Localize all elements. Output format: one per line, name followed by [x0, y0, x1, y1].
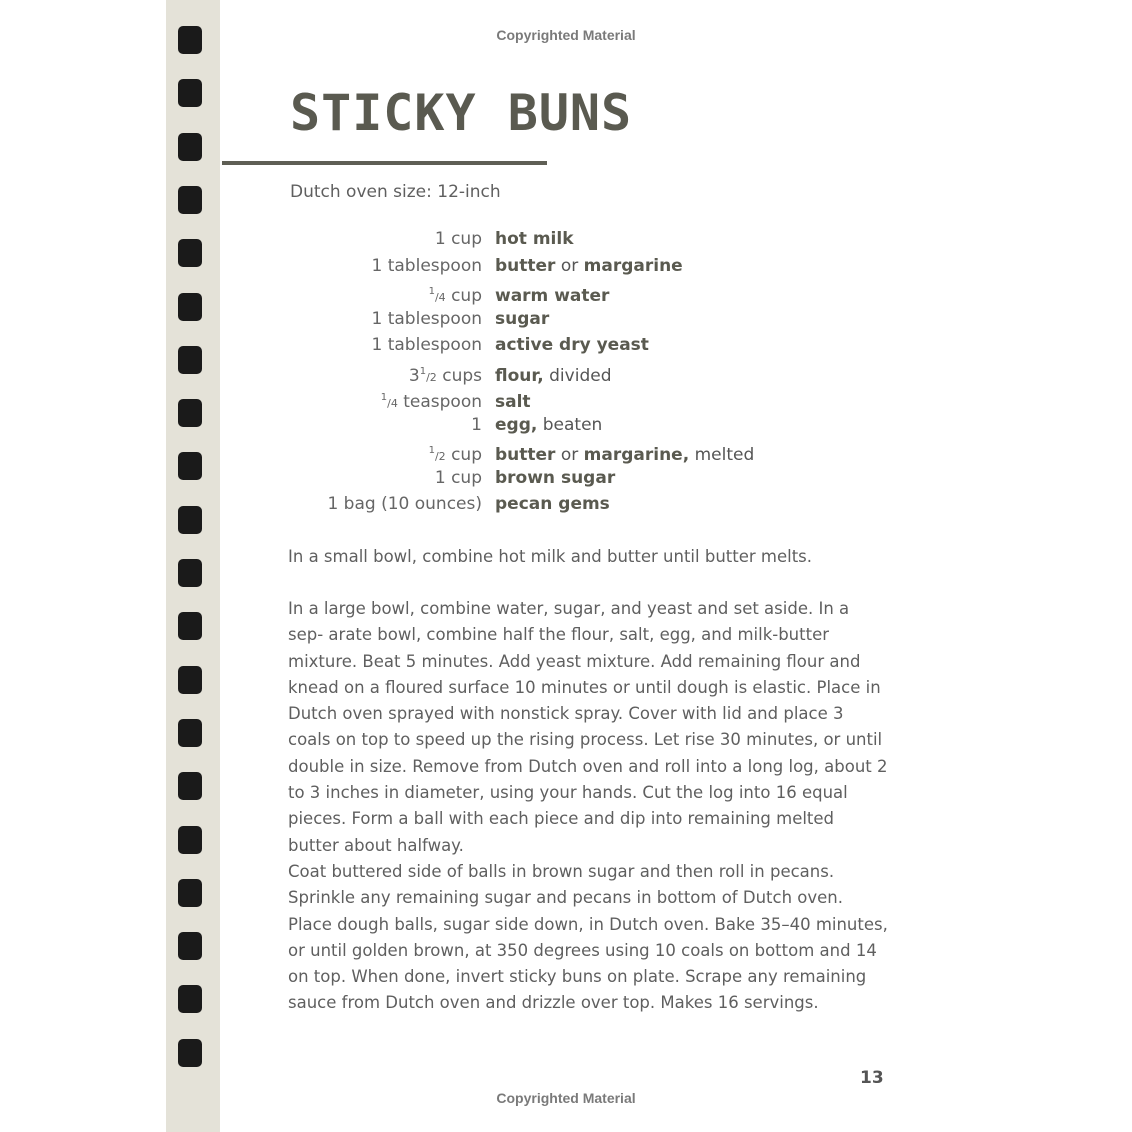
- binding-hole: [178, 612, 202, 640]
- ingredient-quantity: 1 tablespoon: [371, 308, 482, 329]
- title-underline: [222, 161, 547, 165]
- ingredient-quantity: 1 tablespoon: [371, 255, 482, 276]
- ingredient-quantity: $^1$/4 teaspoon: [380, 392, 482, 412]
- ingredient-name: sugar: [495, 308, 550, 329]
- ingredient-name: brown sugar: [495, 467, 616, 488]
- ingredient-name: butter: [495, 255, 556, 276]
- ingredient-name: active dry yeast: [495, 335, 649, 355]
- ingredient-name: butter: [495, 445, 556, 465]
- ingredient-row: [290, 253, 810, 280]
- watermark-top: Copyrighted Material: [496, 27, 636, 43]
- ingredient-name: salt: [495, 392, 531, 412]
- ingredient-quantity: $3^1/2$ cups: [408, 365, 482, 386]
- binding-hole: [178, 879, 202, 907]
- ingredient-note: beaten: [542, 414, 603, 435]
- ingredient-row: [290, 279, 810, 306]
- ingredient-name: hot milk: [495, 229, 574, 249]
- ingredient-quantity: 1: [471, 414, 482, 435]
- recipe-title: STICKY BUNS: [290, 84, 633, 142]
- binding-hole: [178, 772, 202, 800]
- ingredient-name: egg,: [495, 414, 538, 435]
- instruction-paragraph: In a small bowl, combine hot milk and butter until butter melts.: [288, 547, 813, 566]
- ingredient-name: pecan gems: [495, 494, 610, 514]
- ingredient-name: warm water: [495, 286, 610, 306]
- binding-hole: [178, 293, 202, 321]
- binding-hole: [178, 826, 202, 854]
- binding-hole: [178, 133, 202, 161]
- ingredient-note: divided: [549, 365, 612, 386]
- ingredient-quantity: 1 tablespoon: [371, 335, 482, 355]
- instruction-paragraph: Coat buttered side of balls in brown sugar and then roll in pecans. Sprinkle any remaining sugar and pecans in bottom of Dutch oven. Place dough balls, sugar side down, in Dutch oven. Bake 35–40 minutes, or until golden brown, at 350 degrees using 10 coals on bottom and 14 on top. When done, invert sticky buns on plate. Scrape any remaining sauce from Dutch oven and drizzle over top. Makes 16 servings.: [288, 862, 888, 1013]
- binding-hole: [178, 719, 202, 747]
- binding-hole: [178, 559, 202, 587]
- binding-hole: [178, 932, 202, 960]
- binding-hole: [178, 506, 202, 534]
- ingredient-quantity: 1 cup: [434, 467, 482, 488]
- page-number: 13: [860, 1068, 884, 1088]
- ingredient-row: [290, 491, 810, 518]
- ingredient-quantity: $^1$/4 cup: [428, 286, 482, 306]
- watermark-bottom: Copyrighted Material: [496, 1090, 636, 1106]
- ingredient-quantity: $^1$/2 cup: [428, 445, 482, 465]
- binding-hole: [178, 186, 202, 214]
- ingredient-quantity: 1 cup: [434, 229, 482, 249]
- binding-hole: [178, 79, 202, 107]
- instruction-paragraph: In a large bowl, combine water, sugar, and yeast and set aside. In a sep- arate bowl, combine half the flour, salt, egg, and milk-butter mixture. Beat 5 minutes. Add yeast mixture. Add remaining flour and knead on a floured surface 10 minutes or until dough is elastic. Place in Dutch oven sprayed with nonstick spray. Cover with lid and place 3 coals on top to speed up the rising process. Let rise 30 minutes, or until double in size. Remove from Dutch oven and roll into a long log, about 2 to 3 inches in diameter, using your hands. Cut the log into 16 equal pieces. Form a ball with each piece and dip into remaining melted butter about halfway.: [288, 599, 888, 855]
- binding-hole: [178, 452, 202, 480]
- binding-hole: [178, 666, 202, 694]
- ingredient-connector: or: [560, 445, 579, 465]
- ingredient-list: [290, 226, 810, 518]
- ingredient-alternative: margarine: [583, 255, 683, 276]
- binding-hole: [178, 399, 202, 427]
- ingredient-row: [290, 226, 810, 253]
- ingredient-row: [290, 438, 810, 465]
- binding-hole: [178, 985, 202, 1013]
- binding-hole: [178, 346, 202, 374]
- ingredient-alternative: margarine,: [583, 445, 690, 465]
- ingredient-note: melted: [694, 445, 755, 465]
- ingredient-connector: or: [560, 255, 579, 276]
- ingredient-row: [290, 332, 810, 359]
- binding-hole: [178, 239, 202, 267]
- ingredient-row: [290, 359, 810, 386]
- ingredient-quantity: 1 bag (10 ounces): [327, 494, 482, 514]
- ingredient-name: flour,: [495, 365, 544, 386]
- dutch-oven-size: Dutch oven size: 12-inch: [290, 182, 501, 202]
- ingredient-row: [290, 412, 810, 439]
- binding-hole: [178, 1039, 202, 1067]
